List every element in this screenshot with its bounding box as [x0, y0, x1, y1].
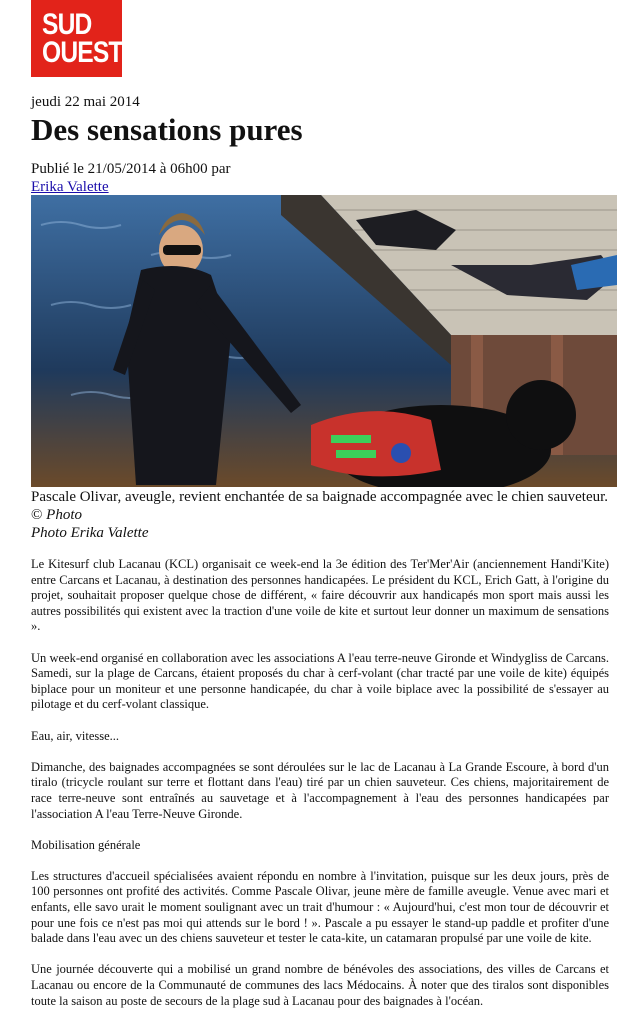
article-date: jeudi 22 mai 2014: [31, 94, 140, 110]
paragraph: Une journée découverte qui a mobilisé un grand nombre de bénévoles des associations, des villes de Carcans et Lacanau ou encore de la Communauté de communes des lacs Médocains. À noter que des tiralos sont disponibles toute la saison au poste de secours de la plage sud à Lacanau pour des baignades à l'océan.: [31, 962, 609, 1008]
subheading: Eau, air, vitesse...: [31, 728, 120, 743]
caption-text: Pascale Olivar, aveugle, revient enchantée de sa baignade accompagnée avec le chien sauveteur. ©: [31, 489, 609, 523]
published-date: Publié le 21/05/2014 à 06h00 par: [31, 161, 231, 177]
author-link[interactable]: Erika Valette: [31, 179, 109, 195]
article-body: [31, 557, 609, 1025]
caption-credit: Photo: [46, 507, 82, 523]
byline: [31, 160, 231, 196]
photographer-credit: Photo Erika Valette: [31, 525, 149, 541]
logo-line-1: SUD: [42, 7, 92, 41]
sud-ouest-logo[interactable]: [31, 0, 122, 77]
paragraph: Un week-end organisé en collaboration avec les associations A l'eau terre-neuve Gironde et Windygliss de Carcans. Samedi, sur la plage de Carcans, étaient proposés du char à cerf-volant (char tracté par une voile de kite) équipés biplace pour un moniteur et une personne handicapée, du char à voile biplace avec la possibilité de s'essayer au pilotage et du cerf-volant classique.: [31, 650, 609, 712]
logo-line-2: OUEST: [42, 35, 123, 69]
paragraph: Dimanche, des baignades accompagnées se sont déroulées sur le lac de Lacanau à La Grande Escoure, à bord d'un tiralo (tricycle roulant sur terre et flottant dans l'eau) tiré par un chien sauveteur. Ces chiens, majoritairement de race terre-neuve sont entraînés au sauvetage et à l'accompagnement à l'eau des personnes handicapées par l'association A l'eau Terre-Neuve Gironde.: [31, 759, 609, 821]
photo-illustration: [31, 195, 617, 487]
subheading: Mobilisation générale: [31, 837, 141, 852]
paragraph: Le Kitesurf club Lacanau (KCL) organisait ce week-end la 3e édition des Ter'Mer'Air (anciennement Handi'Kite) entre Carcans et Lacanau, à destination des personnes handicapées. Le président du KCL, Erich Gatt, à l'origine du projet, souhaitait proposer quelque chose de différent, « faire découvrir aux handicapés mon sport mais aussi les autres possibilités qui existent avec la traction d'une voile de kite et surtout leur donner un maximum de sensations ».: [31, 557, 609, 634]
photo-caption: [31, 488, 611, 542]
article-photo: [31, 195, 617, 487]
article-title: Des sensations pures: [31, 112, 303, 147]
paragraph: Les structures d'accueil spécialisées avaient répondu en nombre à l'invitation, puisque sur les deux jours, près de 100 personnes ont profité des activités. Comme Pascale Olivar, jeune mère de famille aveugle. Venue avec mari et enfants, elle savo urait le moment soulignant avec un trait d'humour : « Aujourd'hui, c'est mon tour de découvrir et pour une fois ce n'est pas moi qui attends sur le bord ! ». Pascale a pu essayer le stand-up paddle et profiter d'une balade dans l'eau avec un des chiens sauveteur et tester le cata-kite, un catamaran propulsé par une voile de kite.: [31, 868, 609, 946]
